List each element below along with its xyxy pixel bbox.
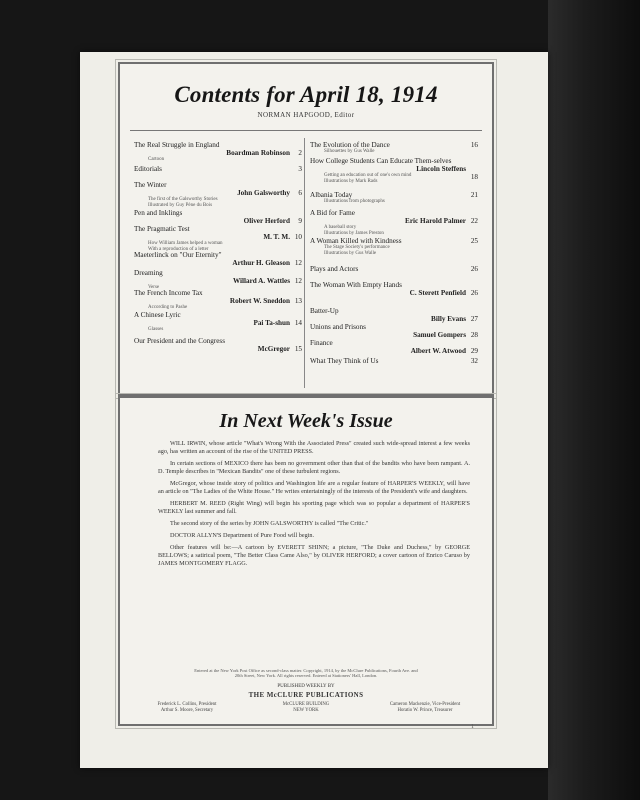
entry-title: The Real Struggle in England <box>134 141 220 149</box>
entry-author: McGregor <box>257 345 290 353</box>
entry-subtitle: According to Pashe <box>148 305 188 310</box>
entry-author: M. T. M. <box>263 233 290 241</box>
contents-entry <box>134 337 302 353</box>
entry-title: Pen and Inklings <box>134 209 183 217</box>
entry-page-number: 6 <box>298 189 302 197</box>
officers-row <box>132 702 480 714</box>
entry-title: Maeterlinck on "Our Eternity" <box>134 251 222 259</box>
contents-entry <box>134 225 302 253</box>
entry-subtitle: Silhouettes by Gus Walle <box>324 149 375 154</box>
entry-page-number: 29 <box>470 347 478 355</box>
entry-subtitle: The Stage Society's performance Illustrations by Gus Walle <box>324 245 390 256</box>
entry-title: The Evolution of the Dance <box>310 141 390 149</box>
entry-page-number: 15 <box>294 345 302 353</box>
entry-subtitle: The first of the Galsworthy Stories Illustrated by Guy Pène du Bois <box>148 197 218 208</box>
entry-author: Eric Harold Palmer <box>405 217 466 225</box>
entry-author: Pai Ta-shun <box>253 319 290 327</box>
entry-author: Albert W. Atwood <box>410 347 466 355</box>
entry-title: What They Think of Us <box>310 357 379 365</box>
next-issue-paragraph: The second story of the series by JOHN GALSWORTHY is called "The Critic." <box>170 520 369 527</box>
entry-page-number: 32 <box>470 357 478 365</box>
next-issue-paragraph: HERBERT M. REED (Right Wing) will begin his sporting page which was so popular a department of HARPER'S WEEKLY last summer and fall. <box>158 500 470 515</box>
entry-title: The French Income Tax <box>134 289 203 297</box>
contents-entry <box>310 281 478 297</box>
entry-subtitle: Verse <box>148 285 160 290</box>
publisher-name: THE McCLURE PUBLICATIONS <box>248 691 364 699</box>
contents-entry <box>134 209 302 225</box>
next-issue-paragraph: In certain sections of MEXICO there has been no government other than that of the bandits who have been rampant. A. D. Temple describes in "Mexican Bandits" one of these turbulent regions. <box>158 460 470 475</box>
entry-page-number: 27 <box>470 315 478 323</box>
entry-title: A Woman Killed with Kindness <box>310 237 402 245</box>
entry-subtitle: How William James helped a woman With a reproduction of a letter <box>148 241 223 252</box>
contents-entry <box>134 311 302 333</box>
entry-page-number: 13 <box>294 297 302 305</box>
contents-entry <box>134 251 302 267</box>
entry-author: John Galsworthy <box>237 189 290 197</box>
entry-page-number: 12 <box>294 277 302 285</box>
contents-entry <box>310 265 478 273</box>
contents-entry <box>310 357 478 365</box>
entry-author: Lincoln Steffens <box>416 165 466 173</box>
entry-title: The Pragmatic Test <box>134 225 190 233</box>
entry-subtitle: Glasses <box>148 327 164 332</box>
entry-page-number: 2 <box>298 149 302 157</box>
entry-page-number: 9 <box>298 217 302 225</box>
imprint-notice: Entered at the New York Post Office as second-class matter. Copyright, 1914, by the McClure Publications, Fourth Ave. and 20th Street, New York. All rights reserved. Entered at Stationers' Hall, London. <box>194 668 418 678</box>
contents-entry <box>310 307 478 323</box>
contents-entry <box>310 157 478 185</box>
entry-page-number: 21 <box>470 191 478 199</box>
entry-title: A Bid for Fame <box>310 209 355 217</box>
next-issue-body <box>158 440 470 572</box>
contents-entry <box>134 181 302 209</box>
next-issue-panel <box>118 396 494 726</box>
contents-entry <box>134 289 302 311</box>
entry-title: Dreaming <box>134 269 163 277</box>
contents-panel <box>118 62 494 396</box>
entry-title: A Chinese Lyric <box>134 311 181 319</box>
entry-page-number: 14 <box>294 319 302 327</box>
entry-author: Robert W. Sneddon <box>229 297 290 305</box>
entry-page-number: 10 <box>294 233 302 241</box>
entry-author: Billy Evans <box>431 315 466 323</box>
entry-title: The Winter <box>134 181 167 189</box>
entry-page-number: 25 <box>470 237 478 245</box>
entry-title: Finance <box>310 339 333 347</box>
next-issue-paragraph: Other features will be:—A cartoon by EVERETT SHINN; a picture, "The Duke and Duchess," by GEORGE BELLOWS; a satirical poem, "The Better Class Came Also," by OLIVER HERFORD; a cover cartoon of Enrico Caruso by JAMES MONTGOMERY FLAGG. <box>158 544 470 567</box>
next-issue-paragraph: McGregor, whose inside story of politics and Washington life are a regular feature of HARPER'S WEEKLY, will have an article on "The Ladies of the White House." He writes entertainingly of the interests of the President's wife and daughters. <box>158 480 470 495</box>
entry-page-number: 26 <box>470 289 478 297</box>
entry-page-number: 28 <box>470 331 478 339</box>
entry-subtitle: Illustrations from photographs <box>324 199 385 204</box>
entry-title: Our President and the Congress <box>134 337 226 345</box>
officer-block: Frederick L. Collins, President Arthur S. Moore, Secretary <box>157 702 217 713</box>
contents-title: Contents for April 18, 1914 <box>174 82 438 107</box>
contents-entry <box>310 323 478 339</box>
entry-author: C. Sterett Penfield <box>409 289 466 297</box>
next-issue-title: In Next Week's Issue <box>219 410 393 432</box>
next-issue-paragraph: WILL IRWIN, whose article "What's Wrong With the Associated Press" created such wide-spread interest a few weeks ago, has written an account of the rise of the UNITED PRESS. <box>158 440 470 455</box>
contents-entry <box>310 339 478 355</box>
entry-title: Plays and Actors <box>310 265 359 273</box>
contents-entry <box>310 191 478 205</box>
entry-author: Arthur H. Gleason <box>232 259 290 267</box>
entry-subtitle: A baseball story Illustrations by James Preston <box>324 225 384 236</box>
publisher-block <box>120 684 492 699</box>
page-number: 1 <box>471 724 474 730</box>
editor-line: NORMAN HAPGOOD, Editor <box>257 111 355 119</box>
entry-title: Albania Today <box>310 191 353 199</box>
entry-page-number: 26 <box>470 265 478 273</box>
entry-page-number: 18 <box>470 173 478 181</box>
entry-author: Oliver Herford <box>243 217 290 225</box>
entry-title: Unions and Prisons <box>310 323 366 331</box>
entry-author: Willard A. Wattles <box>232 277 290 285</box>
contents-entry <box>310 209 478 237</box>
contents-entry <box>134 269 302 291</box>
contents-entry <box>310 141 478 155</box>
contents-divider <box>130 130 482 131</box>
officer-block: McCLURE BUILDING NEW YORK <box>282 702 330 713</box>
entry-author: Samuel Gompers <box>413 331 466 339</box>
entry-subtitle: Cartoon <box>148 157 165 162</box>
published-label: PUBLISHED WEEKLY BY <box>277 684 335 689</box>
entry-title: Batter-Up <box>310 307 339 315</box>
contents-entry <box>134 165 302 173</box>
entry-page-number: 16 <box>470 141 478 149</box>
entry-title: How College Students Can Educate Them-selves <box>310 157 452 165</box>
column-divider <box>304 138 305 388</box>
contents-entry <box>134 141 302 163</box>
entry-page-number: 12 <box>294 259 302 267</box>
contents-entry <box>310 237 478 257</box>
entry-author: Boardman Robinson <box>226 149 290 157</box>
entry-title: Editorials <box>134 165 162 173</box>
entry-title: The Woman With Empty Hands <box>310 281 402 289</box>
officer-block: Cameron Mackenzie, Vice-President Horatio W. Prince, Treasurer <box>389 702 461 713</box>
background-shadow <box>548 0 640 800</box>
entry-page-number: 22 <box>470 217 478 225</box>
next-issue-paragraph: DOCTOR ALLYN'S Department of Pure Food will begin. <box>170 532 315 539</box>
entry-page-number: 3 <box>298 165 302 173</box>
entry-subtitle: Getting an education out of one's own mind Illustrations by Mark Rads <box>324 173 412 184</box>
magazine-page <box>80 52 548 768</box>
